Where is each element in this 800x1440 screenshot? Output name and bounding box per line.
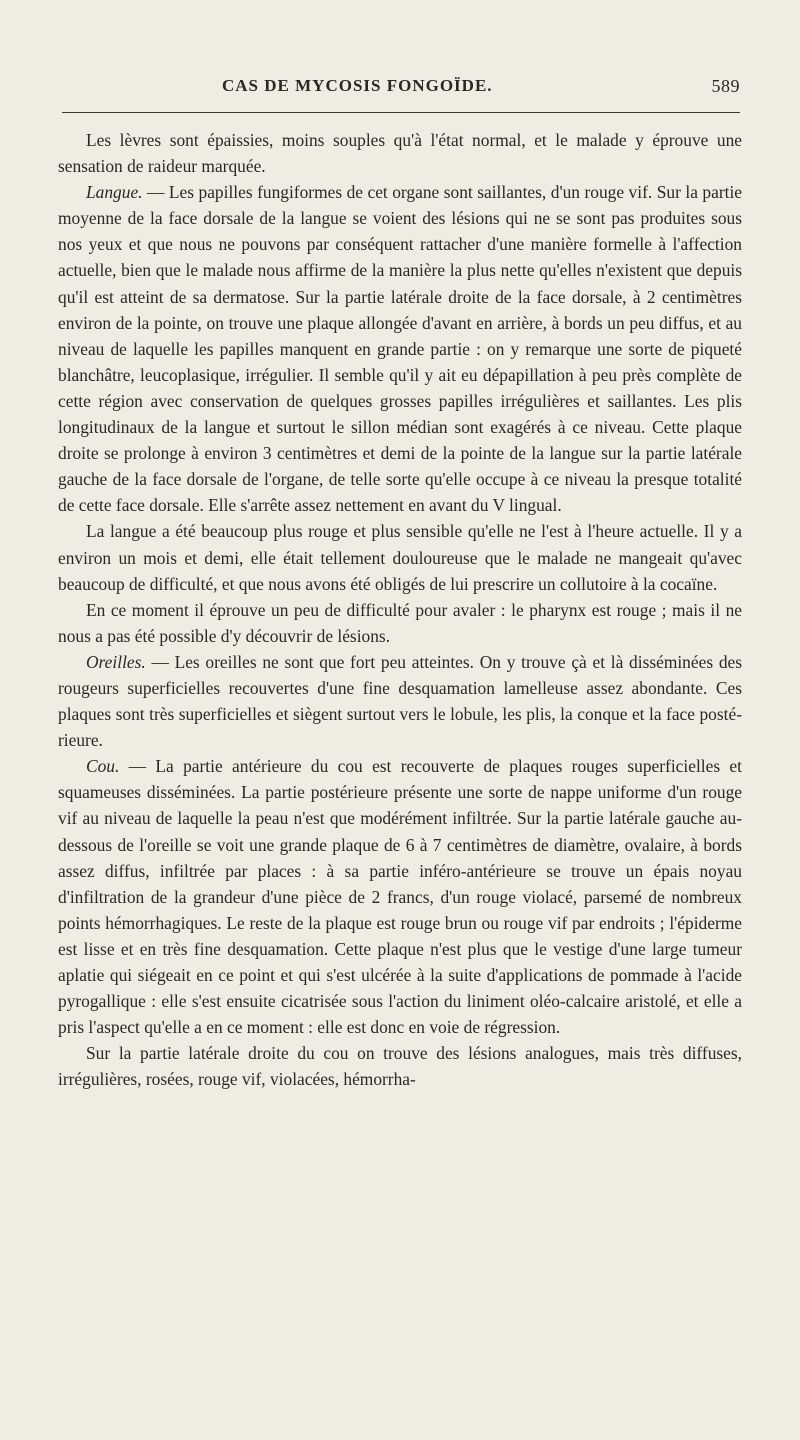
section-heading-cou: Cou. (86, 756, 120, 777)
paragraph-pharynx (58, 597, 742, 649)
section-heading-oreilles: Oreilles. (86, 651, 146, 672)
header-rule (62, 112, 740, 113)
paragraph-text: — Les oreilles ne sont que fort peu atteintes. On y trouve çà et là disséminées des rougeurs superficielles recouvertes d'une fine desquamation lamelleuse assez abondante. Ces plaques sont très superficielles et siègent surtout vers le lobule, les plis, la conque et la face postérieure. (58, 651, 742, 751)
paragraph-text: La langue a été beaucoup plus rouge et plus sensible qu'elle ne l'est à l'heure actuelle. Il y a environ un mois et demi, elle était tellement douloureuse que le malade ne mangeait qu'avec beaucoup de difficulté, et que nous avons été obligés de lui prescrire un collutoire à la cocaïne. (58, 521, 742, 594)
paragraph-text: Les lèvres sont épaissies, moins souples qu'à l'état normal, et le malade y éprouve une sensation de raideur marquée. (58, 130, 742, 177)
page-number: 589 (711, 76, 740, 96)
paragraph-text: — Les papilles fungiformes de cet organe sont saillantes, d'un rouge vif. Sur la partie moyenne de la face dorsale de la langue se voient des lésions qui ne se sont pas produites sous nos yeux et que nous ne pouvons par conséquent rattacher d'une manière formelle à l'affection actuelle, bien que le malade nous affirme de la manière la plus nette qu'elles n'existent que depuis qu'il est atteint de sa dermatose. Sur la partie latérale droite de la face dorsale, à 2 centimètres environ de la pointe, on trouve une plaque allongée d'avant en arrière, à bords un peu diffus, et au niveau de laquelle les papilles manquent en grande partie : on y remarque une sorte de piqueté blanchâtre, leucoplasique, irrégulier. Il semble qu'il y ait eu dépapillation à peu près complète de cette région avec conservation de quelques grosses papilles irrégulières et saillantes. Les plis longitudinaux de la langue et surtout le sillon médian sont exagérés à ce niveau. Cette plaque droite se prolonge à environ 3 centimètres et demi de la pointe de la langue sur la partie latérale gauche de la face dorsale de l'organe, de telle sorte qu'elle occupe à ce niveau la presque totalité de cette face dorsale. Elle s'arrête assez nettement en avant du V lingual. (58, 182, 742, 516)
paragraph-neck-right (58, 1040, 742, 1092)
running-title: CAS DE MYCOSIS FONGOÏDE. (222, 76, 493, 95)
paragraph-tongue-history (58, 518, 742, 596)
paragraph-neck (58, 753, 742, 1040)
paragraph-text: — La partie antérieure du cou est recouverte de plaques rouges superficielles et squameuses disséminées. La partie postérieure présente une sorte de nappe uniforme d'un rouge vif au niveau de laquelle la peau n'est que modérément infiltrée. Sur la partie latérale gauche au-dessous de l'oreille se voit une grande plaque de 6 à 7 centimètres de diamètre, ovalaire, à bords assez diffus, infiltrée par places : à sa partie inféro-antérieure se trouve un épais noyau d'infiltration de la grandeur d'une pièce de 2 francs, d'un rouge violacé, parsemé de nombreux points hémorrhagiques. Le reste de la plaque est rouge brun ou rouge vif par endroits ; l'épiderme est lisse et en très fine desquamation. Cette plaque n'est plus que le vestige d'une large tumeur aplatie qui siégeait en ce point et qui s'est ulcérée à la suite d'applications de pommade à l'acide pyrogallique : elle s'est ensuite cicatrisée sous l'action du liniment oléo-calcaire aristolé, et elle a pris l'aspect qu'elle a en ce moment : elle est donc en voie de régression. (58, 756, 742, 1038)
paragraph-tongue (58, 179, 742, 518)
section-heading-langue: Langue. (86, 182, 143, 203)
paragraph-text: En ce moment il éprouve un peu de difficulté pour avaler : le pharynx est rouge ; mais il ne nous a pas été possible d'y découvrir de lésions. (58, 599, 742, 646)
paragraph-lips (58, 127, 742, 179)
paragraph-text: Sur la partie latérale droite du cou on trouve des lésions analogues, mais très diffuses, irrégulières, rosées, rouge vif, violacées, hémorrha- (58, 1043, 742, 1090)
body-text (58, 127, 742, 1092)
running-head (108, 76, 740, 100)
paragraph-ears (58, 649, 742, 753)
